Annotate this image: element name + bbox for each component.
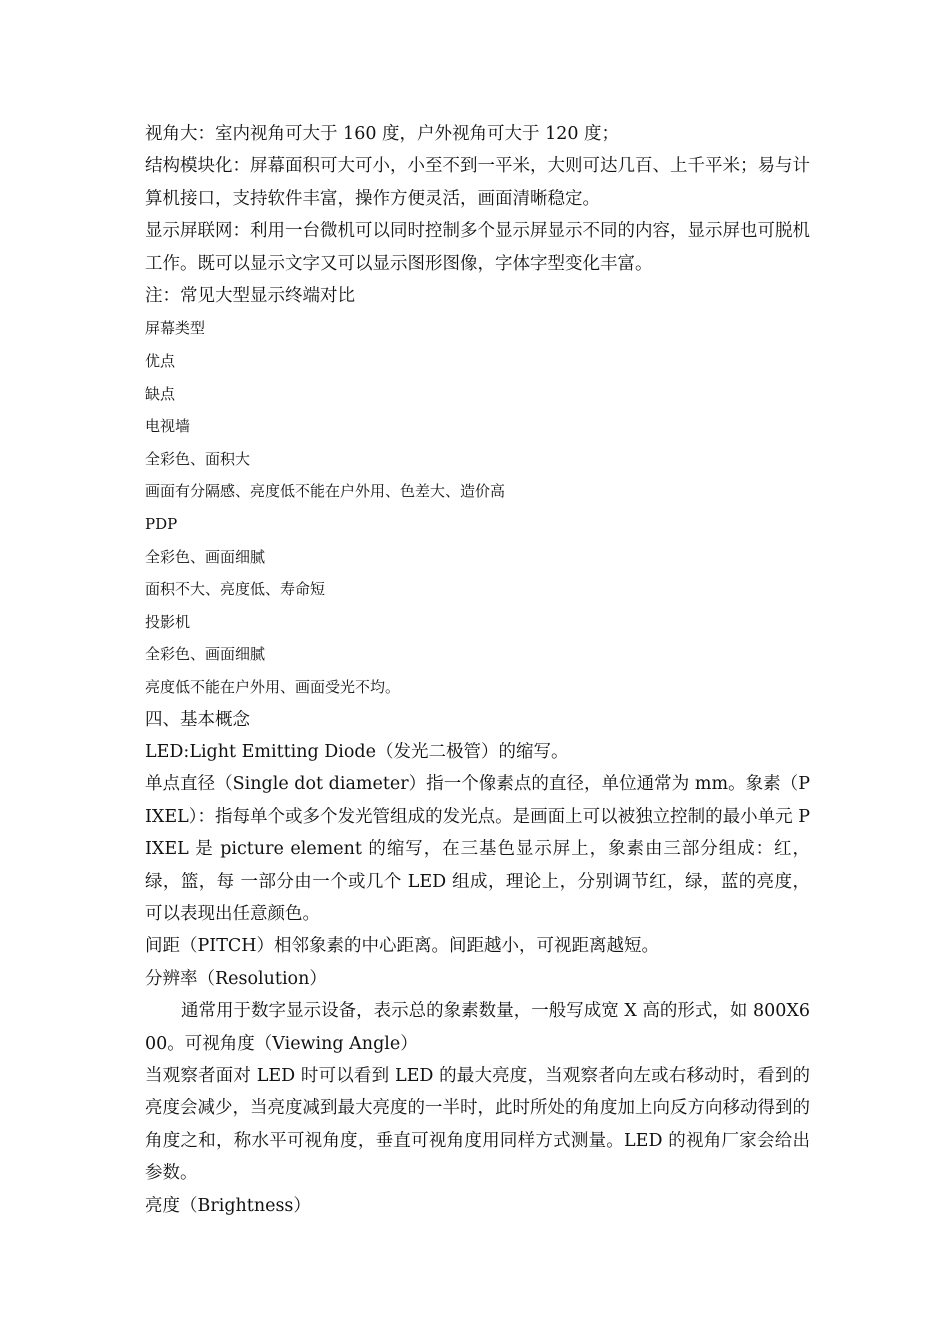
paragraph-led-definition: LED:Light Emitting Diode（发光二极管）的缩写。 [145,741,569,762]
comparison-table [145,312,810,703]
paragraph-viewing-angle: 视角大：室内视角可大于 160 度，户外视角可大于 120 度； [145,124,620,144]
table-cell: 全彩色、画面细腻 [145,645,266,664]
heading-brightness: 亮度（Brightness） [145,1195,311,1216]
document-page [145,118,810,1222]
paragraph-modular-structure: 结构模块化：屏幕面积可大可小，小至不到一平米，大则可达几百、上千平米；易与计算机接口，支持软件丰富，操作方便灵活，画面清晰稳定。 [145,156,810,209]
table-cell: 投影机 [145,612,191,631]
paragraph-note: 注：常见大型显示终端对比 [145,286,355,307]
table-cell: 电视墙 [145,417,191,436]
table-cell: 面积不大、亮度低、寿命短 [145,580,326,599]
heading-resolution: 分辨率（Resolution） [145,968,327,989]
table-header-screen-type: 屏幕类型 [145,319,206,338]
table-header-disadvantages: 缺点 [145,384,176,403]
paragraph-resolution: 通常用于数字显示设备，表示总的象素数量，一般写成宽 X 高的形式，如 800X600。可视角度（Viewing Angle） [145,1001,810,1054]
table-cell: 全彩色、画面细腻 [145,547,266,566]
table-cell: 画面有分隔感、亮度低不能在户外用、色差大、造价高 [145,482,506,501]
table-cell: PDP [145,515,178,533]
paragraph-viewing-angle-definition: 当观察者面对 LED 时可以看到 LED 的最大亮度，当观察者向左或右移动时，看到的亮度会减少，当亮度减到最大亮度的一半时，此时所处的角度加上向反方向移动得到的角度之和，称水平可视角度，垂直可视角度用同样方式测量。LED 的视角厂家会给出参数。 [145,1066,810,1184]
paragraph-pitch: 间距（PITCH）相邻象素的中心距离。间距越小，可视距离越短。 [145,936,660,957]
table-cell: 亮度低不能在户外用、画面受光不均。 [145,677,401,696]
table-header-advantages: 优点 [145,352,176,371]
paragraph-networking: 显示屏联网：利用一台微机可以同时控制多个显示屏显示不同的内容，显示屏也可脱机工作。既可以显示文字又可以显示图形图像，字体字型变化丰富。 [145,221,810,274]
section-heading: 四、基本概念 [145,709,250,730]
paragraph-dot-diameter-pixel: 单点直径（Single dot diameter）指一个像素点的直径，单位通常为 mm。象素（PIXEL）：指每单个或多个发光管组成的发光点。是画面上可以被独立控制的最小单元 PIXEL 是 picture element 的缩写，在三基色显示屏上，象素由三部分组成：红，绿，篮，每 一部分由一个或几个 LED 组成，理论上，分别调节红，绿，蓝的亮度，可以表现出任意颜色。 [145,774,810,924]
table-cell: 全彩色、面积大 [145,449,251,468]
